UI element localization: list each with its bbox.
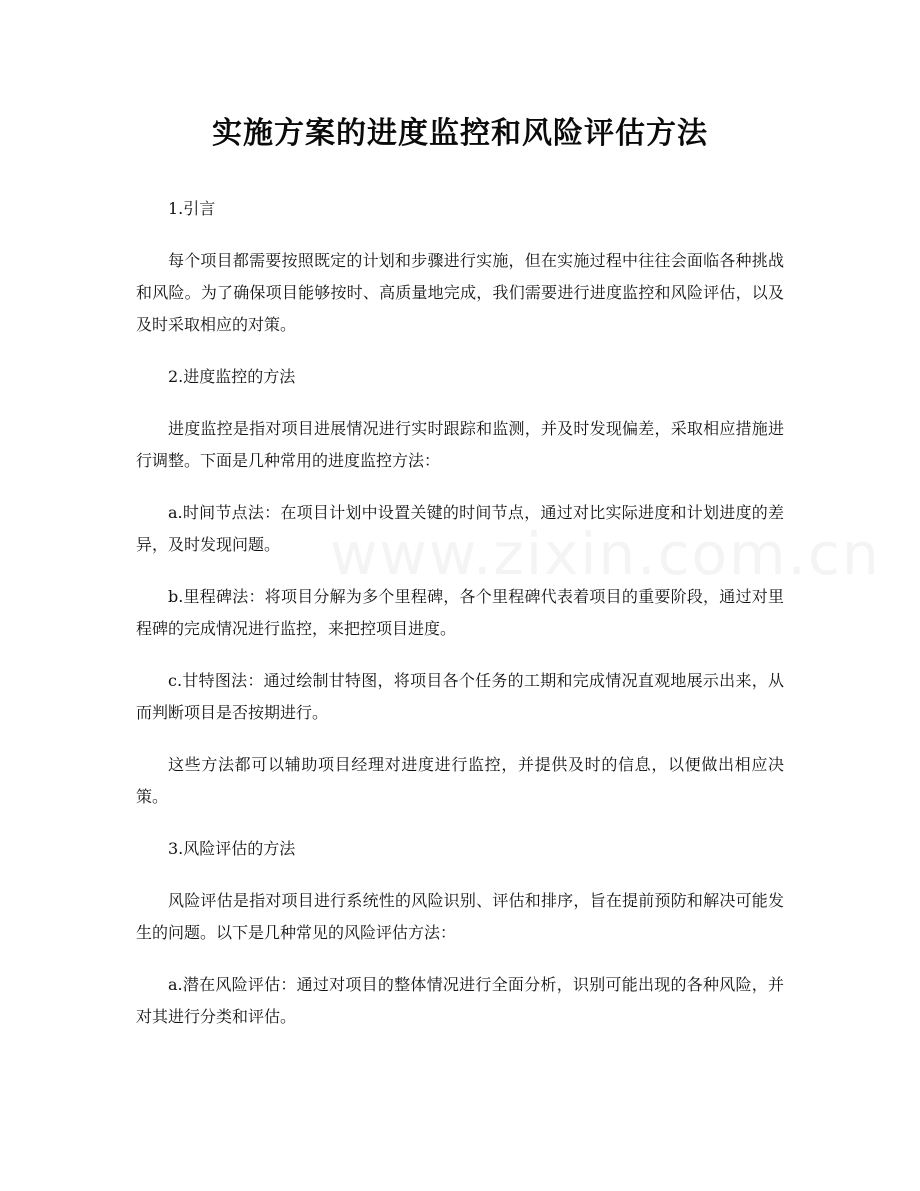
spacer (136, 729, 784, 749)
spacer (136, 645, 784, 665)
document-title: 实施方案的进度监控和风险评估方法 (212, 116, 708, 151)
spacer (136, 561, 784, 581)
section-heading-progress-monitoring: 2.进度监控的方法 (168, 367, 296, 386)
spacer (136, 225, 784, 245)
spacer (136, 813, 784, 833)
section-heading-introduction: 1.引言 (168, 199, 216, 218)
watermark-text: www.zixin.com.cn (330, 520, 881, 588)
spacer (136, 341, 784, 361)
method-item-gantt: c.甘特图法：通过绘制甘特图，将项目各个任务的工期和完成情况直观地展示出来，从而判断项目是否按期进行。 (136, 671, 784, 722)
spacer (136, 865, 784, 885)
spacer (136, 477, 784, 497)
spacer (136, 949, 784, 969)
title-spacer (136, 156, 784, 193)
progress-monitoring-intro: 进度监控是指对项目进展情况进行实时跟踪和监测，并及时发现偏差，采取相应措施进行调整。下面是几种常用的进度监控方法： (136, 419, 784, 470)
progress-monitoring-outro: 这些方法都可以辅助项目经理对进度进行监控，并提供及时的信息，以便做出相应决策。 (136, 755, 784, 806)
section-heading-risk-assessment: 3.风险评估的方法 (168, 839, 296, 858)
risk-assessment-intro: 风险评估是指对项目进行系统性的风险识别、评估和排序，旨在提前预防和解决可能发生的问题。以下是几种常见的风险评估方法： (136, 891, 784, 942)
introduction-paragraph: 每个项目都需要按照既定的计划和步骤进行实施，但在实施过程中往往会面临各种挑战和风险。为了确保项目能够按时、高质量地完成，我们需要进行进度监控和风险评估，以及及时采取相应的对策。 (136, 251, 784, 334)
method-item-time-node: a.时间节点法：在项目计划中设置关键的时间节点，通过对比实际进度和计划进度的差异，及时发现问题。 (136, 503, 784, 554)
spacer (136, 393, 784, 413)
method-item-potential-risk: a.潜在风险评估：通过对项目的整体情况进行全面分析，识别可能出现的各种风险，并对其进行分类和评估。 (136, 975, 784, 1026)
method-item-milestone: b.里程碑法：将项目分解为多个里程碑，各个里程碑代表着项目的重要阶段，通过对里程碑的完成情况进行监控，来把控项目进度。 (136, 587, 784, 638)
